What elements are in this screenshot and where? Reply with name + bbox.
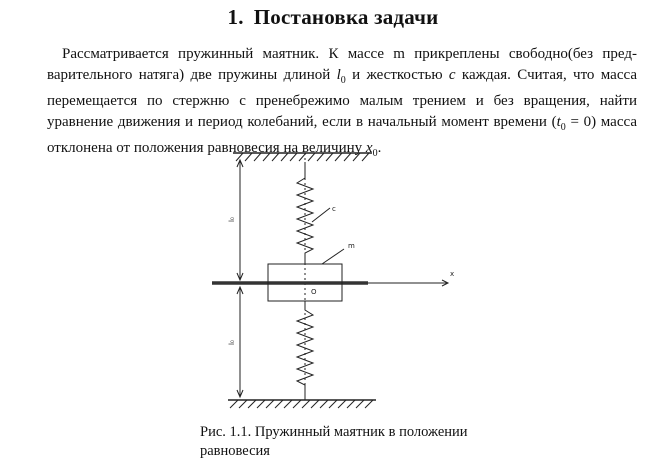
label-origin-o: O <box>311 288 317 296</box>
section-title: Постановка задачи <box>253 5 439 29</box>
text-segment: и жесткостью <box>345 66 449 83</box>
label-length-top: l₀ <box>228 217 236 222</box>
math-subscript: 0 <box>560 121 566 133</box>
spring-leader <box>312 208 330 222</box>
figure-caption: Рис. 1.1. Пружинный маятник в положении равновесия <box>200 424 468 459</box>
section-number: 1. <box>227 5 244 29</box>
label-spring-c: c <box>332 205 336 213</box>
mass-leader <box>322 249 344 264</box>
text-segment: Рассматривается пружинный маятник. К массе m прикреплены свободно(без пред- <box>62 46 637 62</box>
text-segment: . <box>377 140 382 156</box>
text-segment: варительного натяга) две пружины длиной <box>47 66 337 83</box>
label-axis-x: x <box>450 270 455 278</box>
math-symbol: c <box>448 66 456 83</box>
label-length-bottom: l₀ <box>228 340 236 345</box>
math-symbol: t <box>556 113 561 130</box>
math-subscript: 0 <box>340 74 346 86</box>
math-symbol: x <box>365 140 373 156</box>
top-wall-hatch <box>236 153 369 161</box>
mass-block <box>268 264 342 301</box>
math-subscript: 0 <box>372 148 378 159</box>
text-segment: = 0) масса отклонена от положения равновесия на величину <box>47 113 637 156</box>
math-symbol: l <box>336 66 341 83</box>
bottom-wall-hatch <box>230 400 373 408</box>
label-mass-m: m <box>348 242 355 250</box>
text-segment: каждая. Считая, что масса перемещается по стержню с пренебрежимо малым трением и без вращения, найти уравнение движения и период колебаний, если в начальный момент времени ( <box>47 66 637 130</box>
